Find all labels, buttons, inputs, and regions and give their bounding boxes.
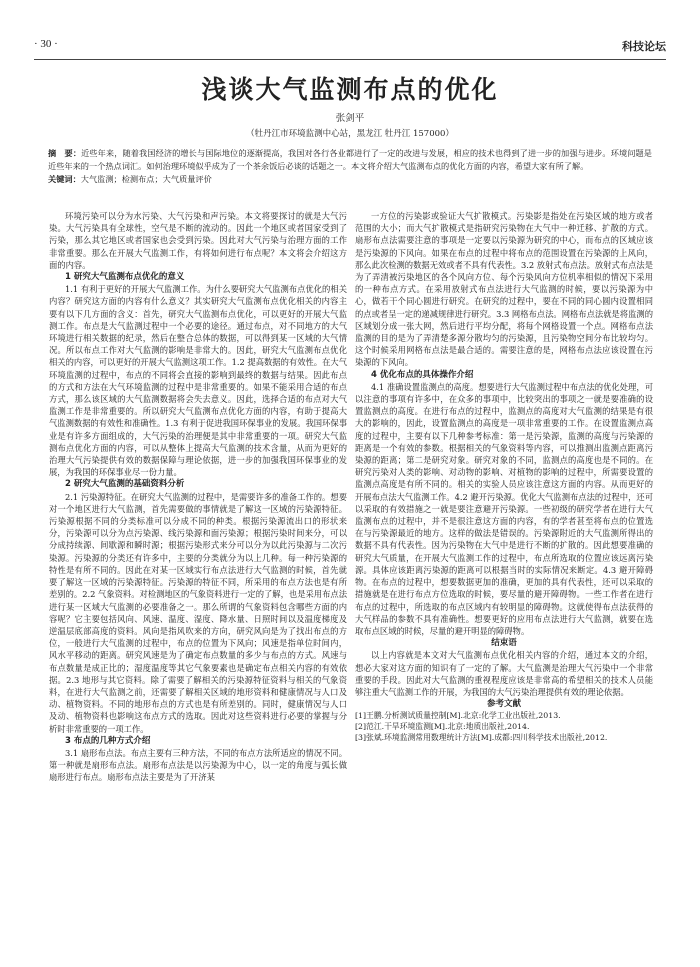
article-affiliation: （牡丹江市环境监测中心站，黑龙江 牡丹江 157000） bbox=[246, 129, 454, 139]
paragraph: 4.1 准确设置监测点的高度。想要进行大气监测过程中布点法的优化处理，可以注意的事项有许多中，在众多的事项中，比较突出的事项之一就是要准确的设置监测点的高度。在进行布点的过程中，监测点的高度对大气监测的结果是有很大的影响的，因此，设置监测点的高度是一项非常重要的工作。在设置监测点高度的过程中，主要有以下几种参考标准：第一是污染源，监测的高度与污染源的距离是一个有效的参数。根据相关的气象资料等内容，可以推测出监测点距离污染源的距离；第二是研究对象。研究对象的不同，监测点的高度也是不同的。在研究污染对人类的影响、对动物的影响、对植物的影响的过程中，所需要设置的监测点高度是有所不同的。相关的实验人员应该注意这方面的内容。从而更好的开展布点法大气监测工作。4.2 避开污染源。优化大气监测布点法的过程中，还可以采取的有效措施之一就是要注意避开污染源。一些初级的研究学者在进行大气监测布点的过程中，并不是很注意这方面的内容，有的学者甚至将布点的位置选在与污染源最近的地方。这样的做法是错误的。污染源附近的大气监测所得出的数据不具有代表性。因为污染物在大气中是进行不断的扩散的。因此想要准确的研究大气质量，在开展大气监测工作的过程中，布点所选取的位置应该远离污染源。具体应该距离污染源的距离可以根据当时的实际情况来断定。4.3 避开障碍物。在布点的过程中，想要数据更加的准确，更加的具有代表性，还可以采取的措施就是在进行布点方位选取的时候，要尽量的避开障碍物。一些工作者在进行布点的过程中，所选取的布点区域内有较明显的障碍物。这就使得布点法获得的大气样品的参数不具有准确性。想要更好的应用布点法进行大气监测，就要在选取布点区域的时候，尽量的避开明显的障碍物。 bbox=[355, 381, 653, 636]
page-number: · 30 · bbox=[34, 38, 58, 50]
article-title: 浅谈大气监测布点的优化 bbox=[201, 75, 499, 104]
section-heading: 1 研究大气监测布点优化的意义 bbox=[65, 272, 185, 283]
section-heading: 3 布点的几种方式介绍 bbox=[65, 735, 151, 746]
page-header bbox=[34, 38, 666, 56]
abstract-label: 摘 要： bbox=[48, 148, 82, 158]
journal-name: 科技论坛 bbox=[622, 40, 666, 53]
paragraph: 3.1 扇形布点法。布点主要有三种方法，不同的布点方法所适应的情况不同。第一种就是扇形布点法。扇形布点法是以污染源为中心，以一定的角度与弧长做扇形进行布点。扇形布点法主要是为了开济某 bbox=[49, 747, 347, 783]
header-divider bbox=[34, 59, 666, 60]
paragraph: 1.1 有利于更好的开展大气监测工作。为什么要研究大气监测布点优化的相关内容？研究这方面的内容有什么意义？其实研究大气监测布点优化相关的内容主要有以下几方面的含义：首先，研究大气监测布点优化，可以更好的开展大气监测工作。布点是大气监测过程中一个必要的途径。通过布点，对不同地方的大气环境进行相关数据的纪录，然后在整合总体的数据，可以得到某一区域的大气情况。所以布点工作对大气监测的影响是非常大的。因此，研究大气监测布点优化相关的内容，可以更好的开展大气监测这项工作。1.2 提高数据的有效性。在大气环境监测的过程中，布点的不同将会直接的影响到最终的数据与结果。因此布点的方式和方法在大气环境监测的过程中是非常重要的。如果不能采用合适的布点方式，那么该区域的大气监测数据将会失去意义。因此，选择合适的布点对大气监测工作是非常重要的。所以研究大气监测布点优化方面的内容，有助于提高大气监测数据的有效性和准确性。1.3 有利于促进我国环保事业的发展。我国环保事业是有许多方面组成的，大气污染的治理便是其中非常重要的一项。研究大气监测布点优化方面的内容，可以从整体上提高大气监测的技术含量，从而为更好的治理大气污染提供有效的数据保障与理论依据，进一步的加强我国环保事业的发展，为我国的环保事业尽一份力量。 bbox=[49, 284, 347, 478]
keywords-label: 关键词： bbox=[48, 174, 81, 184]
paragraph: 2.1 污染源特征。在研究大气监测的过程中，是需要许多的准备工作的。想要对一个地区进行大气监测，首先需要做的事情就是了解这一区域的污染源特征。污染源根据不同的分类标准可以分成不同的种类。根据污染源流出口的形状来分，污染源可以分为点污染源、线污染源和面污染源；根据污染时间来分，可以分成持续源、间歇源和瞬时源；根据污染形式来分可以分为以此污染源与二次污染源。污染源的分类还有许多中，主要的分类就分为以上几种。每一种污染源的特性是有所不同的。因此在对某一区域实行布点法进行大气监测的时候，首先就要了解这一区域的污染源特征。污染源的特征不同，所采用的布点方法也是有所差别的。2.2 气象资料。对检测地区的气象资料进行一定的了解，也是采用布点法进行某一区域大气监测的必要准备之一。那么所谓的气象资料包含哪些方面的内容呢？它主要包括风向、风速、温度、湿度、降水量、日照时间以及温度梯度及逆温层底部高度的资料。风向是指风吹来的方向，研究风向是为了找出布点的方位，一般进行大气监测的过程中，布点的位置为下风向；风速是指单位时间内，风水平移动的距离。研究风速是为了确定布点数量的多少与布点的方式。风速与布点数量是成正比的；湿度温度等其它气象要素也是确定布点相关内容的有效依据。2.3 地形与其它资料。除了需要了解相关的污染源特征资料与相关的气象资料，在进行大气监测之前，还需要了解相关区域的地形资料和健康情况与人口及动、植物资料。不同的地形布点的方式也是有所差别的。同时，健康情况与人口及动、植物资料也影响这布点方式的选取。因此对这些资料进行必要的掌握与分析时非常重要的一项工作。 bbox=[49, 491, 347, 734]
abstract bbox=[48, 147, 652, 172]
keywords bbox=[48, 173, 652, 185]
left-column bbox=[49, 210, 347, 784]
reference-item: [2]范江.干旱环境监测[M].北京:地质出版社,2014. bbox=[355, 722, 530, 732]
paragraph: 一方位的污染影或验证大气扩散模式。污染影是指处在污染区域的地方或者范围的大小；而大气扩散模式是指研究污染物在大气中一种迁移、扩散的方式。扇形布点法需要注意的事项是一定要以污染源为研究的中心，而布点的区域应该是污染源的下风向。如果在布点的过程中将布点的范围设置在污染源的上风向，那么此次检测的数据无效或者不具有代表性。3.2 放射式布点法。放射式布点法是为了弄清被污染地区的各个风向方位、每个污染风向方位机率相似的情况下采用的一种布点方式。在采用放射式布点法进行大气监测的时候，要以污染源为中心，做若干个同心圆进行研究。在研究的过程中，要在不同的同心圆内设置相同的点或者呈一定的递减规律进行研究。3.3 网格布点法。网格布点法就是将监测的区域划分成一张大网，然后进行平均分配，将每个网格设置一个点。网格布点法监测的目的是为了弄清楚多源分散均匀的污染源，且污染物空间分布比较均匀。这个时候采用网格布点法是最合适的。需要注意的是，网格布点法应该设置在污染源的下风向。 bbox=[355, 211, 653, 368]
paragraph: 环境污染可以分为水污染、大气污染和声污染。本文将要探讨的就是大气污染。大气污染具有全球性，空气是不断的流动的。因此一个地区或者国家受到了污染，那么其它地区或者国家也会受到污染。因此对大气污染与治理方面的工作非常重要。那么在开展大气监测工作，有将如何进行布点呢？本文将会介绍这方面的内容。 bbox=[49, 211, 347, 270]
section-heading: 2 研究大气监测的基础资料分析 bbox=[65, 479, 185, 490]
reference-list bbox=[355, 710, 653, 743]
paragraph: 以上内容就是本文对大气监测布点优化相关内容的介绍，通过本文的介绍，想必大家对这方面的知识有了一定的了解。大气监测是治理大气污染中一个非常重要的手段。因此对大气监测的重视程度应该是非常高的希望相关的技术人员能够注重大气监测工作的开展，为我国的大气污染治理提供有效的理论依据。 bbox=[355, 650, 653, 697]
section-heading: 4 优化布点的具体操作介绍 bbox=[371, 369, 474, 380]
abstract-text: 近些年来，随着我国经济的增长与国际地位的逐渐提高，我国对各行各业都进行了一定的改进与发展，相应的技术也得到了进一步的加强与进步。环境问题是近些年来的一个热点词汇。如何治理环境似乎成为了一个茶余饭后必谈的话题之一。本文将介绍大气监测布点的优化方面的内容，希望大家有所了解。 bbox=[48, 148, 652, 171]
references-heading: 参考文献 bbox=[486, 699, 521, 710]
conclusion-heading: 结束语 bbox=[491, 638, 517, 649]
keywords-text: 大气监测；检测布点；大气质量评价 bbox=[80, 174, 212, 184]
right-column bbox=[355, 210, 653, 743]
article-author: 张剑平 bbox=[335, 113, 365, 124]
reference-item: [3]张斌.环境监测常用数理统计方法[M].成都:四川科学技术出版社,2012. bbox=[355, 733, 608, 743]
reference-item: [1]王鹏.分析测试质量控制[M].北京:化学工业出版社,2013. bbox=[355, 711, 561, 721]
